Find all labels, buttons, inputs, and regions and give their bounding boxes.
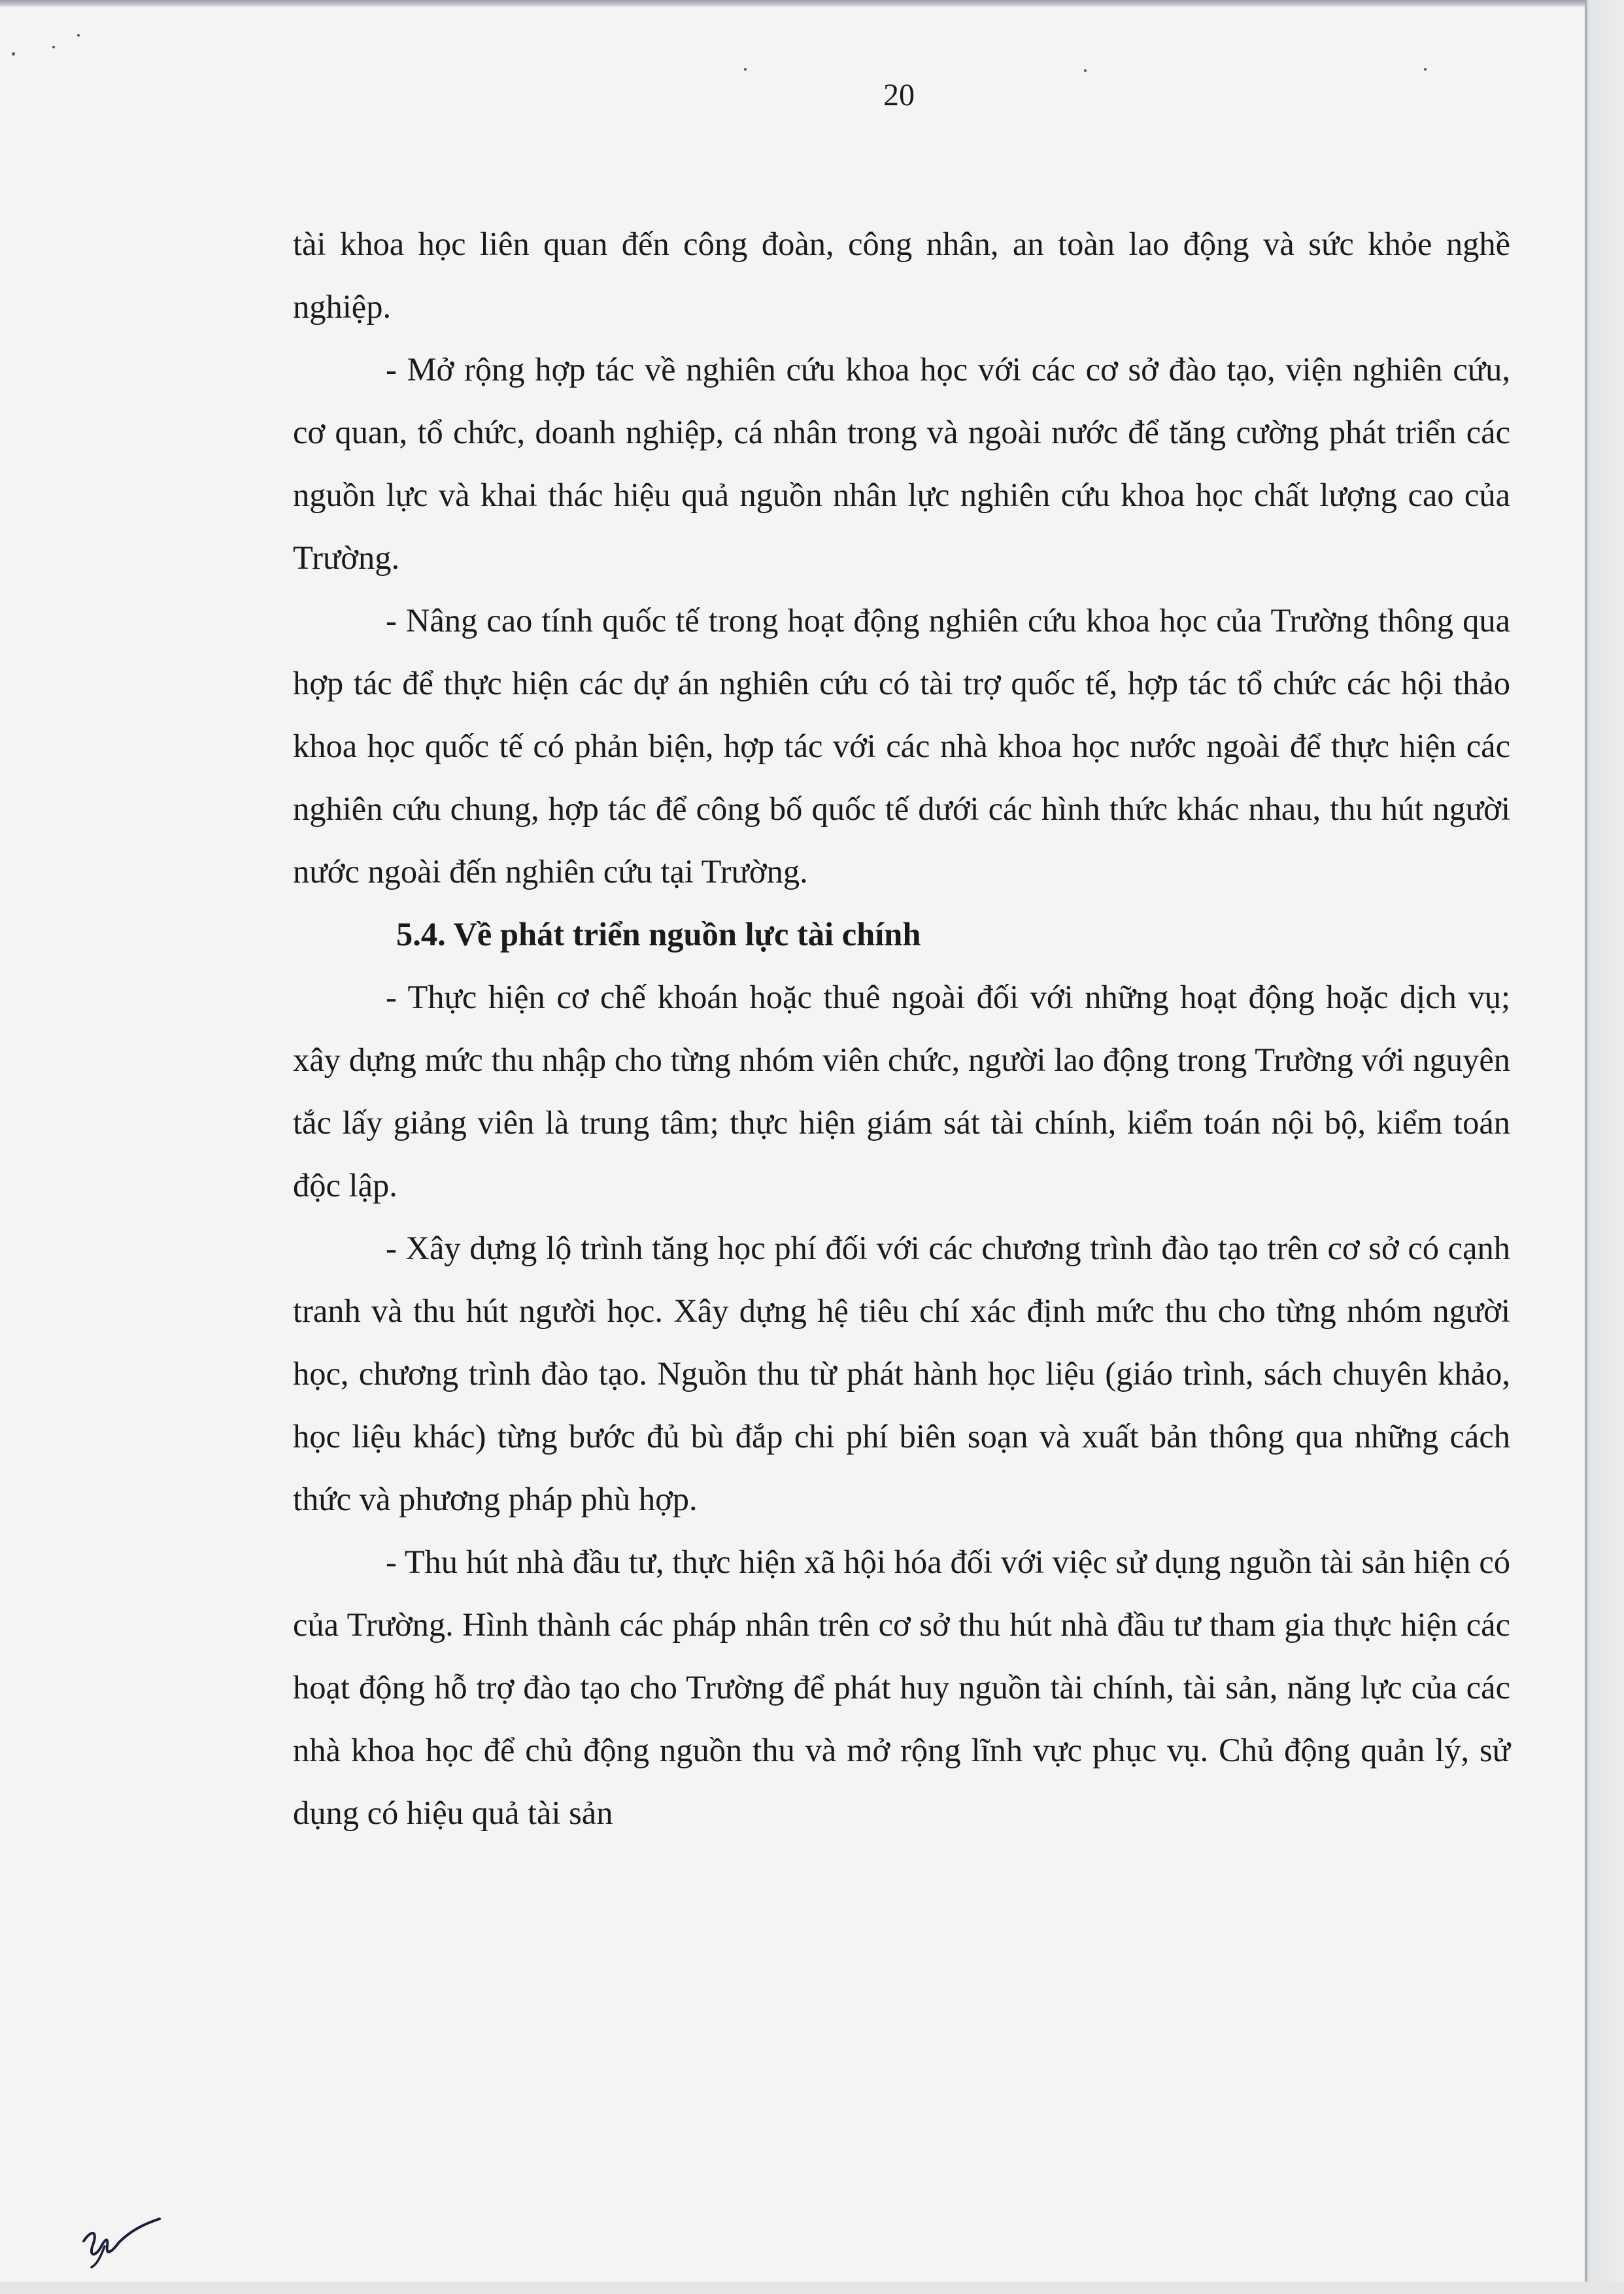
handwritten-initial-mark [78,2216,163,2269]
scan-speck [77,34,80,37]
section-heading-5-4: 5.4. Về phát triển nguồn lực tài chính [396,916,921,953]
scan-speck [744,68,747,71]
scan-bottom-edge [0,2282,1624,2294]
scan-right-edge [1585,0,1624,2294]
scan-speck [1424,68,1427,71]
scan-speck [52,46,55,48]
paragraph-internationalization: - Nâng cao tính quốc tế trong hoạt động nghiên cứu khoa học của Trường thông qua hợp tác để thực hiện các dự án nghiên cứu có tài trợ quốc tế, hợp tác tổ chức các hội thảo khoa học quốc tế có phản biện, hợp tác với các nhà khoa học nước ngoài để thực hiện các nghiên cứu chung, hợp tác để công bố quốc tế dưới các hình thức khác nhau, thu hút người nước ngoài đến nghiên cứu tại Trường. [293,602,1510,890]
paragraph-tuition-roadmap: - Xây dựng lộ trình tăng học phí đối với các chương trình đào tạo trên cơ sở có cạnh tranh và thu hút người học. Xây dựng hệ tiêu chí xác định mức thu cho từng nhóm người học, chương trình đào tạo. Nguồn thu từ phát hành học liệu (giáo trình, sách chuyên khảo, học liệu khác) từng bước đủ bù đắp chi phí biên soạn và xuất bản thông qua những cách thức và phương pháp phù hợp. [293,1230,1510,1517]
paragraph-continuation: tài khoa học liên quan đến công đoàn, công nhân, an toàn lao động và sức khỏe nghề nghiệp. [293,226,1510,325]
scan-speck [12,52,15,56]
scan-speck [1084,69,1087,72]
scan-top-edge [0,0,1624,7]
document-body [293,212,1510,1844]
paragraph-research-cooperation: - Mở rộng hợp tác về nghiên cứu khoa học với các cơ sở đào tạo, viện nghiên cứu, cơ quan, tổ chức, doanh nghiệp, cá nhân trong và ngoài nước để tăng cường phát triển các nguồn lực và khai thác hiệu quả nguồn nhân lực nghiên cứu khoa học chất lượng cao của Trường. [293,351,1510,576]
paragraph-investment-attraction: - Thu hút nhà đầu tư, thực hiện xã hội hóa đối với việc sử dụng nguồn tài sản hiện có của Trường. Hình thành các pháp nhân trên cơ sở thu hút nhà đầu tư tham gia thực hiện các hoạt động hỗ trợ đào tạo cho Trường để phát huy nguồn tài chính, tài sản, năng lực của các nhà khoa học để chủ động nguồn thu và mở rộng lĩnh vực phục vụ. Chủ động quản lý, sử dụng có hiệu quả tài sản [293,1543,1510,1831]
paragraph-outsourcing: - Thực hiện cơ chế khoán hoặc thuê ngoài đối với những hoạt động hoặc dịch vụ; xây dựng mức thu nhập cho từng nhóm viên chức, người lao động trong Trường với nguyên tắc lấy giảng viên là trung tâm; thực hiện giám sát tài chính, kiểm toán nội bộ, kiểm toán độc lập. [293,979,1510,1204]
page-number: 20 [883,78,915,112]
